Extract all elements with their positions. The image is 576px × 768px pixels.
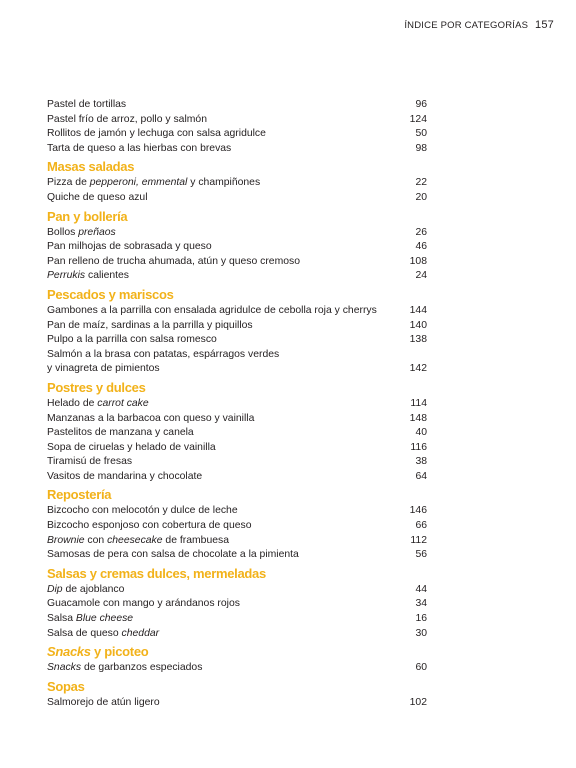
entry-title: Pastel frío de arroz, pollo y salmón [47, 113, 207, 125]
entry-title: Pastel de tortillas [47, 99, 127, 110]
section-heading: Salsas y cremas dulces, mermeladas [47, 565, 266, 581]
entry-page: 20 [415, 191, 427, 203]
entry-title: Samosas de pera con salsa de chocolate a la pimienta [47, 549, 299, 561]
entry-title [47, 661, 202, 676]
entry-title: Tiramisú de fresas [47, 456, 133, 468]
index-entry [47, 333, 427, 348]
entry-title-text: Pizza de [47, 177, 90, 189]
entry-page: 102 [409, 696, 427, 708]
index-section [47, 158, 427, 205]
entry-page: 140 [409, 319, 427, 331]
entry-title-italic: preñaos [78, 226, 116, 238]
entry-title [47, 226, 116, 241]
entry-page: 108 [409, 255, 427, 267]
index-entry [47, 269, 427, 284]
index-entry-line1 [47, 348, 427, 363]
index-entry [47, 226, 427, 241]
entry-title-text: Helado de [47, 397, 98, 409]
entry-page: 40 [415, 427, 427, 439]
entry-title-text: de garbanzos especiados [81, 662, 203, 674]
entry-page: 138 [409, 334, 427, 346]
index-section [47, 643, 427, 676]
index-entry [47, 534, 427, 549]
entry-page: 124 [409, 113, 427, 125]
entry-title: Manzanas a la barbacoa con queso y vainilla [47, 412, 255, 424]
entry-page: 142 [409, 363, 427, 375]
entry-page: 144 [409, 304, 427, 316]
index-entry [47, 504, 427, 519]
entry-title-italic: Brownie [47, 534, 85, 546]
index-entry [47, 426, 427, 441]
index-entry [47, 441, 427, 456]
entry-title-text: con [84, 534, 108, 546]
entry-page: 116 [410, 441, 427, 453]
index-entry [47, 397, 427, 412]
index-entry [47, 255, 427, 270]
entry-page: 50 [415, 128, 427, 140]
entry-title [47, 269, 129, 284]
entry-title: Guacamole con mango y arándanos rojos [47, 598, 240, 610]
entry-title-italic: cheesecake [107, 534, 163, 546]
index-entry [47, 240, 427, 255]
index-entry [47, 696, 427, 711]
entry-page: 64 [415, 470, 427, 482]
entry-page: 26 [415, 226, 427, 238]
index-entry [47, 142, 427, 157]
entry-title: Pan de maíz, sardinas a la parrilla y piquillos [47, 319, 253, 331]
entry-page: 44 [415, 583, 427, 595]
index-entry [47, 176, 427, 191]
entry-page: 46 [415, 241, 427, 253]
entry-title-continued: y vinagreta de pimientos [47, 363, 160, 375]
index-entry [47, 455, 427, 470]
index-section [47, 486, 427, 562]
index-section [47, 98, 427, 156]
entry-title-text: calientes [85, 270, 130, 282]
entry-title [47, 534, 229, 549]
index-entry [47, 98, 427, 113]
section-heading: Postres y dulces [47, 379, 146, 395]
entry-page: 30 [415, 627, 427, 639]
index-entry [47, 127, 427, 142]
entry-title-italic: Blue cheese [75, 613, 134, 625]
entry-page: 56 [415, 549, 427, 561]
entry-page: 114 [410, 397, 427, 409]
entry-title: Rollitos de jamón y lechuga con salsa agridulce [47, 128, 266, 140]
section-heading: Pan y bollería [47, 208, 128, 224]
entry-title: Sopa de ciruelas y helado de vainilla [47, 441, 216, 453]
entry-title-italic: pepperoni, emmental [89, 177, 188, 189]
index-entry [47, 470, 427, 485]
section-heading [47, 643, 427, 660]
entry-title: Pan milhojas de sobrasada y queso [47, 241, 212, 253]
entry-title-text: y champiñones [187, 177, 261, 189]
entry-title-text: de ajoblanco [62, 583, 125, 595]
entry-page: 148 [409, 412, 427, 424]
index-entry [47, 412, 427, 427]
entry-title: Tarta de queso a las hierbas con brevas [47, 142, 232, 154]
entry-title [47, 612, 133, 627]
entry-title: Pan relleno de trucha ahumada, atún y queso cremoso [47, 255, 300, 267]
index-entry [47, 319, 427, 334]
entry-page: 146 [409, 505, 427, 517]
entry-page: 16 [415, 613, 427, 625]
index-entry [47, 191, 427, 206]
section-heading: Sopas [47, 678, 85, 694]
entry-title-text: de frambuesa [162, 534, 229, 546]
entry-title: Gambones a la parrilla con ensalada agridulce de cebolla roja y cherrys [47, 304, 377, 316]
index-entry [47, 113, 427, 128]
entry-page: 60 [415, 662, 427, 674]
index-entry [47, 583, 427, 598]
section-heading-italic: Snacks [47, 644, 91, 660]
entry-page: 22 [415, 177, 427, 189]
entry-title: Bizcocho esponjoso con cobertura de queso [47, 520, 252, 532]
section-heading: Masas saladas [47, 159, 135, 175]
index-entry [47, 548, 427, 563]
entry-page: 112 [410, 534, 427, 546]
entry-title: Quiche de queso azul [47, 191, 148, 203]
entry-title-text: Salsa [47, 613, 76, 625]
page-number: 157 [535, 19, 554, 31]
entry-title: Salmorejo de atún ligero [47, 696, 160, 708]
index-entry-line2 [47, 362, 427, 377]
index-entry [47, 519, 427, 534]
entry-page: 38 [415, 456, 427, 468]
index-section [47, 565, 427, 641]
index-section [47, 678, 427, 711]
entry-title [47, 397, 149, 412]
index-entry [47, 661, 427, 676]
entry-title-italic: carrot cake [97, 397, 149, 409]
entry-title-italic: cheddar [121, 627, 160, 639]
entry-title-text: Bollos [47, 226, 79, 238]
entry-title [47, 627, 159, 642]
index-section [47, 286, 427, 377]
entry-title: Pastelitos de manzana y canela [47, 427, 194, 439]
entry-title-text: Salsa de queso [47, 627, 122, 639]
index-entry [47, 627, 427, 642]
section-heading: Pescados y mariscos [47, 286, 174, 302]
running-head [404, 19, 554, 31]
entry-title: Pulpo a la parrilla con salsa romesco [47, 334, 217, 346]
index-section [47, 379, 427, 485]
index-entry [47, 304, 427, 319]
entry-page: 66 [415, 520, 427, 532]
index-entry [47, 612, 427, 627]
running-head-label: ÍNDICE POR CATEGORÍAS [404, 20, 529, 31]
entry-page: 98 [415, 142, 427, 154]
section-heading-text: y picoteo [90, 644, 149, 660]
entry-page: 96 [415, 99, 427, 110]
entry-title-italic: Dip [47, 583, 63, 595]
entry-title: Salmón a la brasa con patatas, espárragos verdes [47, 348, 280, 360]
index-section [47, 208, 427, 284]
entry-title: Bizcocho con melocotón y dulce de leche [47, 505, 238, 517]
entry-page: 34 [415, 598, 427, 610]
entry-title: Vasitos de mandarina y chocolate [47, 470, 203, 482]
entry-title [47, 583, 124, 598]
entry-title-italic: Perrukis [47, 270, 86, 282]
entry-title [47, 176, 260, 191]
section-heading: Repostería [47, 487, 112, 503]
index-entry [47, 597, 427, 612]
entry-page: 24 [415, 270, 427, 282]
entry-title-italic: Snacks [47, 662, 82, 674]
category-index [47, 98, 427, 710]
